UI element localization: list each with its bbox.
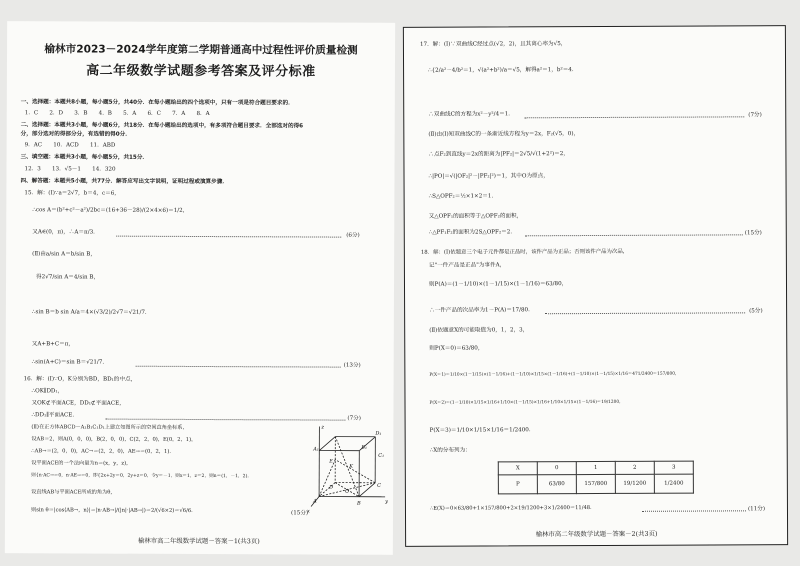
solution-line: 设直线AB与平面ACE所成的角为θ， [31,489,116,496]
score-mark: (15分) [744,230,762,237]
answer-page-1 [5,21,395,555]
solution-line: (Ⅱ)依题意X的可能取值为0，1，2，3， [429,327,529,334]
solution-line: ∴AB→＝(2，0，0)，AC→＝(2，2，0)，AE→＝(0，2，1)． [31,448,175,455]
table-row [498,461,693,475]
fig-label-C1: C₁ [378,452,385,459]
cube-diagram [305,422,391,514]
solution-line: (Ⅱ)在正方体ABCD－A₁B₁C₁D₁上建立如图所示的空间直角坐标系， [31,424,188,431]
solution-line: ∴E(X)＝0×63/80+1×157/800+2×19/1200+3×1/2400＝11/48． [429,505,596,512]
score-leader [116,236,341,238]
fig-label-B1: B₁ [361,444,368,451]
solution-line: 又A+B+C＝π， [31,341,75,348]
fig-label-x: x [307,508,310,515]
score-leader [136,366,341,368]
solution-line: (Ⅱ)由a/sin A＝b/sin B， [32,251,97,258]
solution-line: 记"一件产品是正品"为事件A， [428,262,506,269]
solution-line: 又OK⊄平面ACE，DD₁⊄平面ACE， [31,400,125,407]
table-cell: X [498,462,537,475]
score-leader [525,234,743,236]
fig-label-E: E [329,458,333,465]
solution-line: 又△OPF₁的面积等于△OPF₂的面积， [428,213,523,220]
solution-line: ∴sin(A+C)＝sin B＝√21/7． [31,359,108,366]
fig-label-y: y [385,498,388,505]
score-leader [545,312,745,314]
fig-label-D1: D₁ [375,430,382,437]
section-heading: 三、填空题：本题共3小题，每小题5分，共15分． [20,154,149,161]
document-title: 榆林市2023－2024学年度第二学期普通高中过程性评价质量检测 [44,43,358,57]
solution-line: ∴sin B＝b sin A/a＝4×(√3/2)/2√7＝√21/7． [31,309,151,316]
distribution-table [498,461,694,495]
solution-line: ∴X的分布列为： [429,447,471,454]
table-cell: 0 [537,462,576,475]
solution-line: ∴△PF₁F₂的面积为2S△OPF₂＝2． [428,229,516,236]
score-leader [524,116,744,118]
section-heading: 二、选择题：本题共3小题，每小题6分，共18分．在每小题给出的选项中，有多项符合题目要求．全部选对的得6 [20,122,304,130]
solution-line: 则P(A)＝(1－1/10)×(1－1/15)×(1－1/16)＝63/80， [428,281,568,288]
table-cell: 1/2400 [654,474,693,493]
solution-line: ∴一件产品的次品率为1－P(A)＝17/80． [429,307,534,314]
fig-label-A1: A₁ [313,446,319,453]
score-mark: (6分) [346,232,360,239]
solution-line: 16．解：(Ⅰ)∵O，K分别为BD，BD₁的中点， [23,376,137,383]
table-cell: 3 [654,461,693,474]
solution-line: P(X＝1)＝1/10×(1－1/15)×(1－1/16)+(1－1/10)×1/15×(1－1/16)+(1－1/10)×(1－1/15)×1/16＝471/2400＝157/800， [429,371,680,378]
score-mark: (11分) [747,506,766,513]
table-row [498,474,693,494]
solution-line: ∴cos A＝(b²+c²－a²)/2bc＝(16+36－28)/(2×4×6)＝1/2， [32,207,189,214]
fill-answers: 12．3 13．√5－1 14．320 [24,166,116,173]
solution-line: 得2√7/sin A＝4/sin B， [36,274,100,281]
solution-line: P(X＝3)＝1/10×1/15×1/16＝1/2400． [429,427,535,434]
solution-line: 则sin θ＝|cos⟨AB→，n⟩|＝|n·AB→|/(|n|·|AB→|)＝2/(√6×2)＝√6/6． [31,507,197,514]
table-cell: 63/80 [537,475,576,494]
solution-line: ∴{2/a²－4/b²＝1，√(a²+b²)/a＝√5，解得a²＝1，b²＝4． [428,67,578,74]
solution-line: 15．解：(Ⅰ)∵a＝2√7，b＝4，c＝6， [24,190,120,197]
table-cell: 1 [576,461,615,474]
solution-line: ∴点F₂到直线y＝2x的距离为|PF₂|＝2√5/√(1+2²)＝2， [428,151,569,158]
solution-line: (Ⅱ)由(Ⅰ)知双曲线C的一条渐近线方程为y＝2x，F₂(√5，0)， [428,131,580,138]
solution-line: 设AB＝2，则A(0，0，0)，B(2，0，0)，C(2，2，0)，E(0，2，1)， [31,436,197,443]
page-footer: 榆林市高二年级数学试题－答案－1(共3页) [137,536,260,546]
answer-page-2 [403,25,788,547]
section-heading: 四、解答题：本题共5小题，共77分．解答应写出文字说明，证明过程或演算步骤． [20,178,228,186]
fig-label-B: B [357,500,361,507]
score-mark: (7分) [748,112,762,119]
solution-line: ∴OK∥DD₁， [31,388,64,395]
solution-line: ∴DD₁∥平面ACE． [31,412,79,419]
solution-line: ∴|PO|＝√(|OF₂|²－|PF₂|²)＝1，其中O为原点， [428,173,549,180]
solution-line: 又A∈(0，π)，∴A＝π/3． [32,229,99,236]
mc-answers: 1．C 2．D 3．B 4．B 5．A 6．C 7．A 8．A [24,110,210,118]
section-heading-cont: 分，部分选对的得部分分，有选错的得0分． [20,131,131,138]
document-subtitle: 高二年级数学试题参考答案及评分标准 [86,63,316,80]
solution-line: 则P(X＝0)＝63/80， [429,345,484,352]
score-mark: (15分) [291,510,309,517]
solution-line: P(X＝2)＝(1－1/10)×1/15×1/16+1/10×(1－1/15)×1/16+1/10×1/15×(1－1/16)＝19/1200， [429,399,624,406]
score-mark: (7分) [347,415,361,422]
fig-label-A: A [313,498,317,505]
score-leader [642,510,746,511]
page-footer: 榆林市高二年级数学试题－答案－2(共3页) [535,529,658,539]
solution-line: 18．解：(Ⅰ)依题意三个电子元件都是正品时，该件产品为正品；否则该件产品为次品， [420,248,629,256]
solution-line: ∴双曲线C的方程为x²－y²/4＝1． [428,111,514,118]
multi-answers: 9．AC 10．ACD 11．ABD [24,142,116,149]
section-heading: 一、选择题：本题共8小题，每小题5分，共40分．在每小题给出的四个选项中，只有一项是符合题目要求的． [20,99,294,107]
solution-line: ∴S△OPF₂＝½×1×2＝1． [428,193,498,200]
fig-label-O: O [345,488,350,495]
fig-label-D: D [329,484,334,491]
fig-label-C: C [377,482,381,489]
score-mark: (5分) [749,308,763,315]
score-leader [105,419,345,421]
table-cell: P [498,475,537,494]
score-mark: (13分) [343,362,361,369]
fig-label-K: K [349,463,353,470]
fig-label-z: z [321,424,325,431]
solution-line: 则{n·AC→＝0，n·AE→＝0，即{2x+2y＝0，2y+z＝0，令y＝－1，则x＝1，z＝2，则n＝(1，－1，2)． [31,473,252,480]
table-cell: 2 [615,461,654,474]
solution-line: 17．解：(Ⅰ)∵双曲线C经过点(√2，2)，且其离心率为√5， [419,41,567,48]
solution-line: 设平面ACE的一个法向量为n＝(x，y，z)， [31,460,132,467]
table-cell: 19/1200 [615,474,654,493]
table-cell: 157/800 [576,474,615,493]
